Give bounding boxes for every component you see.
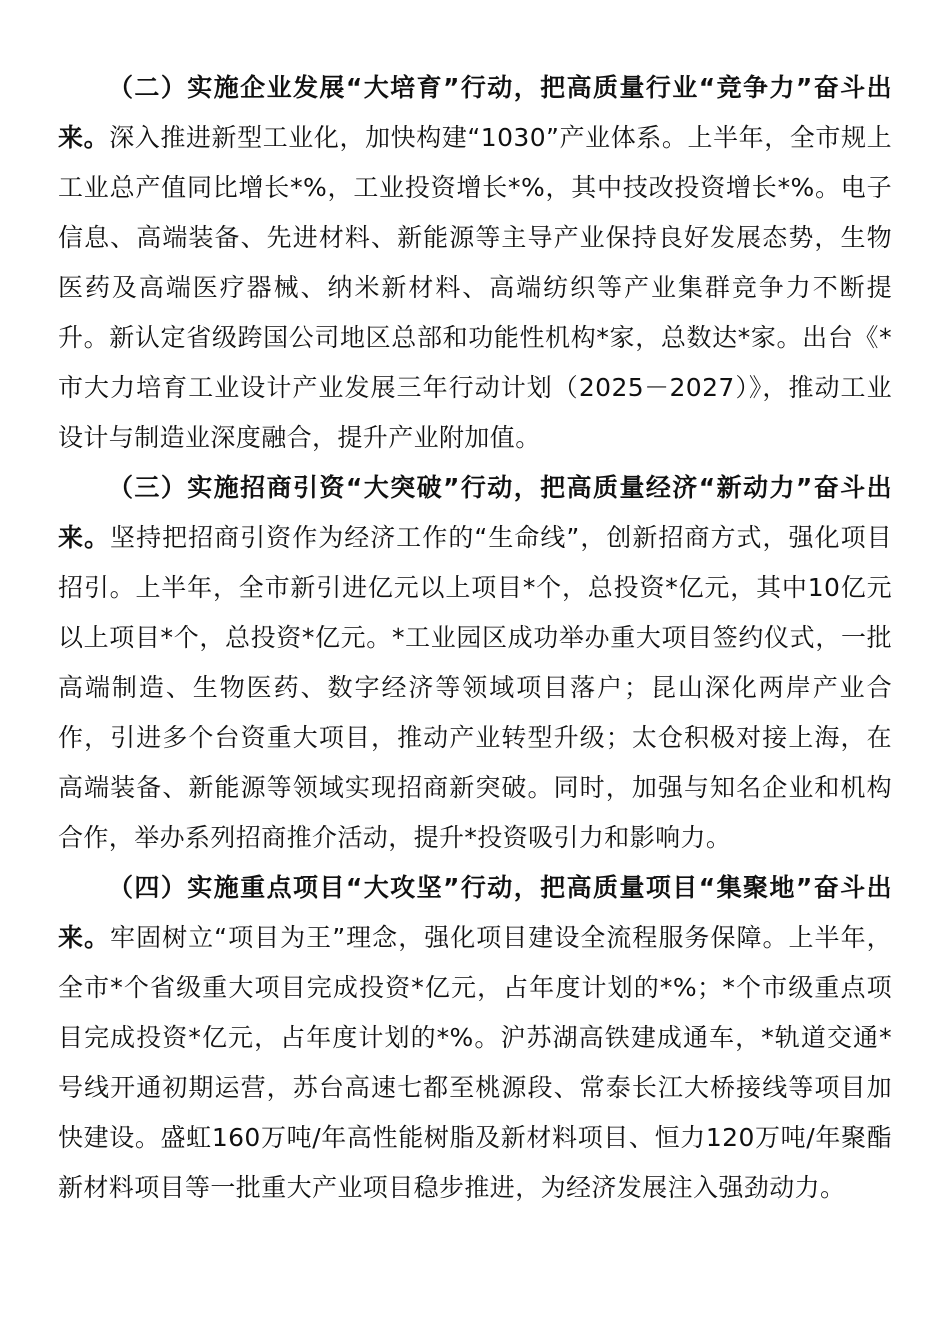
section-paragraph-2 — [58, 63, 892, 463]
section-body-2: 深入推进新型工业化，加快构建“1030”产业体系。上半年，全市规上工业总产值同比增长*%，工业投资增长*%，其中技改投资增长*%。电子信息、高端装备、先进材料、新能源等主导产业保持良好发展态势，生物医药及高端医疗器械、纳米新材料、高端纺织等产业集群竞争力不断提升。新认定省级跨国公司地区总部和功能性机构*家，总数达*家。出台《*市大力培育工业设计产业发展三年行动计划（2025－2027）》，推动工业设计与制造业深度融合，提升产业附加值。 — [58, 123, 892, 452]
section-heading-4: （四）实施重点项目“大攻坚”行动，把高质量项目“集聚地”奋斗出来。 — [58, 873, 892, 952]
section-body-3: 坚持把招商引资作为经济工作的“生命线”，创新招商方式，强化项目招引。上半年，全市新引进亿元以上项目*个，总投资*亿元，其中10亿元以上项目*个，总投资*亿元。*工业园区成功举办重大项目签约仪式，一批高端制造、生物医药、数字经济等领域项目落户；昆山深化两岸产业合作，引进多个台资重大项目，推动产业转型升级；太仓积极对接上海，在高端装备、新能源等领域实现招商新突破。同时，加强与知名企业和机构合作，举办系列招商推介活动，提升*投资吸引力和影响力。 — [58, 523, 892, 852]
section-heading-2: （二）实施企业发展“大培育”行动，把高质量行业“竞争力”奋斗出来。 — [58, 73, 892, 152]
section-paragraph-4 — [58, 863, 892, 1213]
section-paragraph-3 — [58, 463, 892, 863]
section-body-4: 牢固树立“项目为王”理念，强化项目建设全流程服务保障。上半年，全市*个省级重大项目完成投资*亿元，占年度计划的*%；*个市级重点项目完成投资*亿元，占年度计划的*%。沪苏湖高铁建成通车，*轨道交通*号线开通初期运营，苏台高速七都至桃源段、常泰长江大桥接线等项目加快建设。盛虹160万吨/年高性能树脂及新材料项目、恒力120万吨/年聚酯新材料项目等一批重大产业项目稳步推进，为经济发展注入强劲动力。 — [58, 923, 892, 1202]
section-heading-3: （三）实施招商引资“大突破”行动，把高质量经济“新动力”奋斗出来。 — [58, 473, 892, 552]
document-page — [58, 63, 892, 1213]
